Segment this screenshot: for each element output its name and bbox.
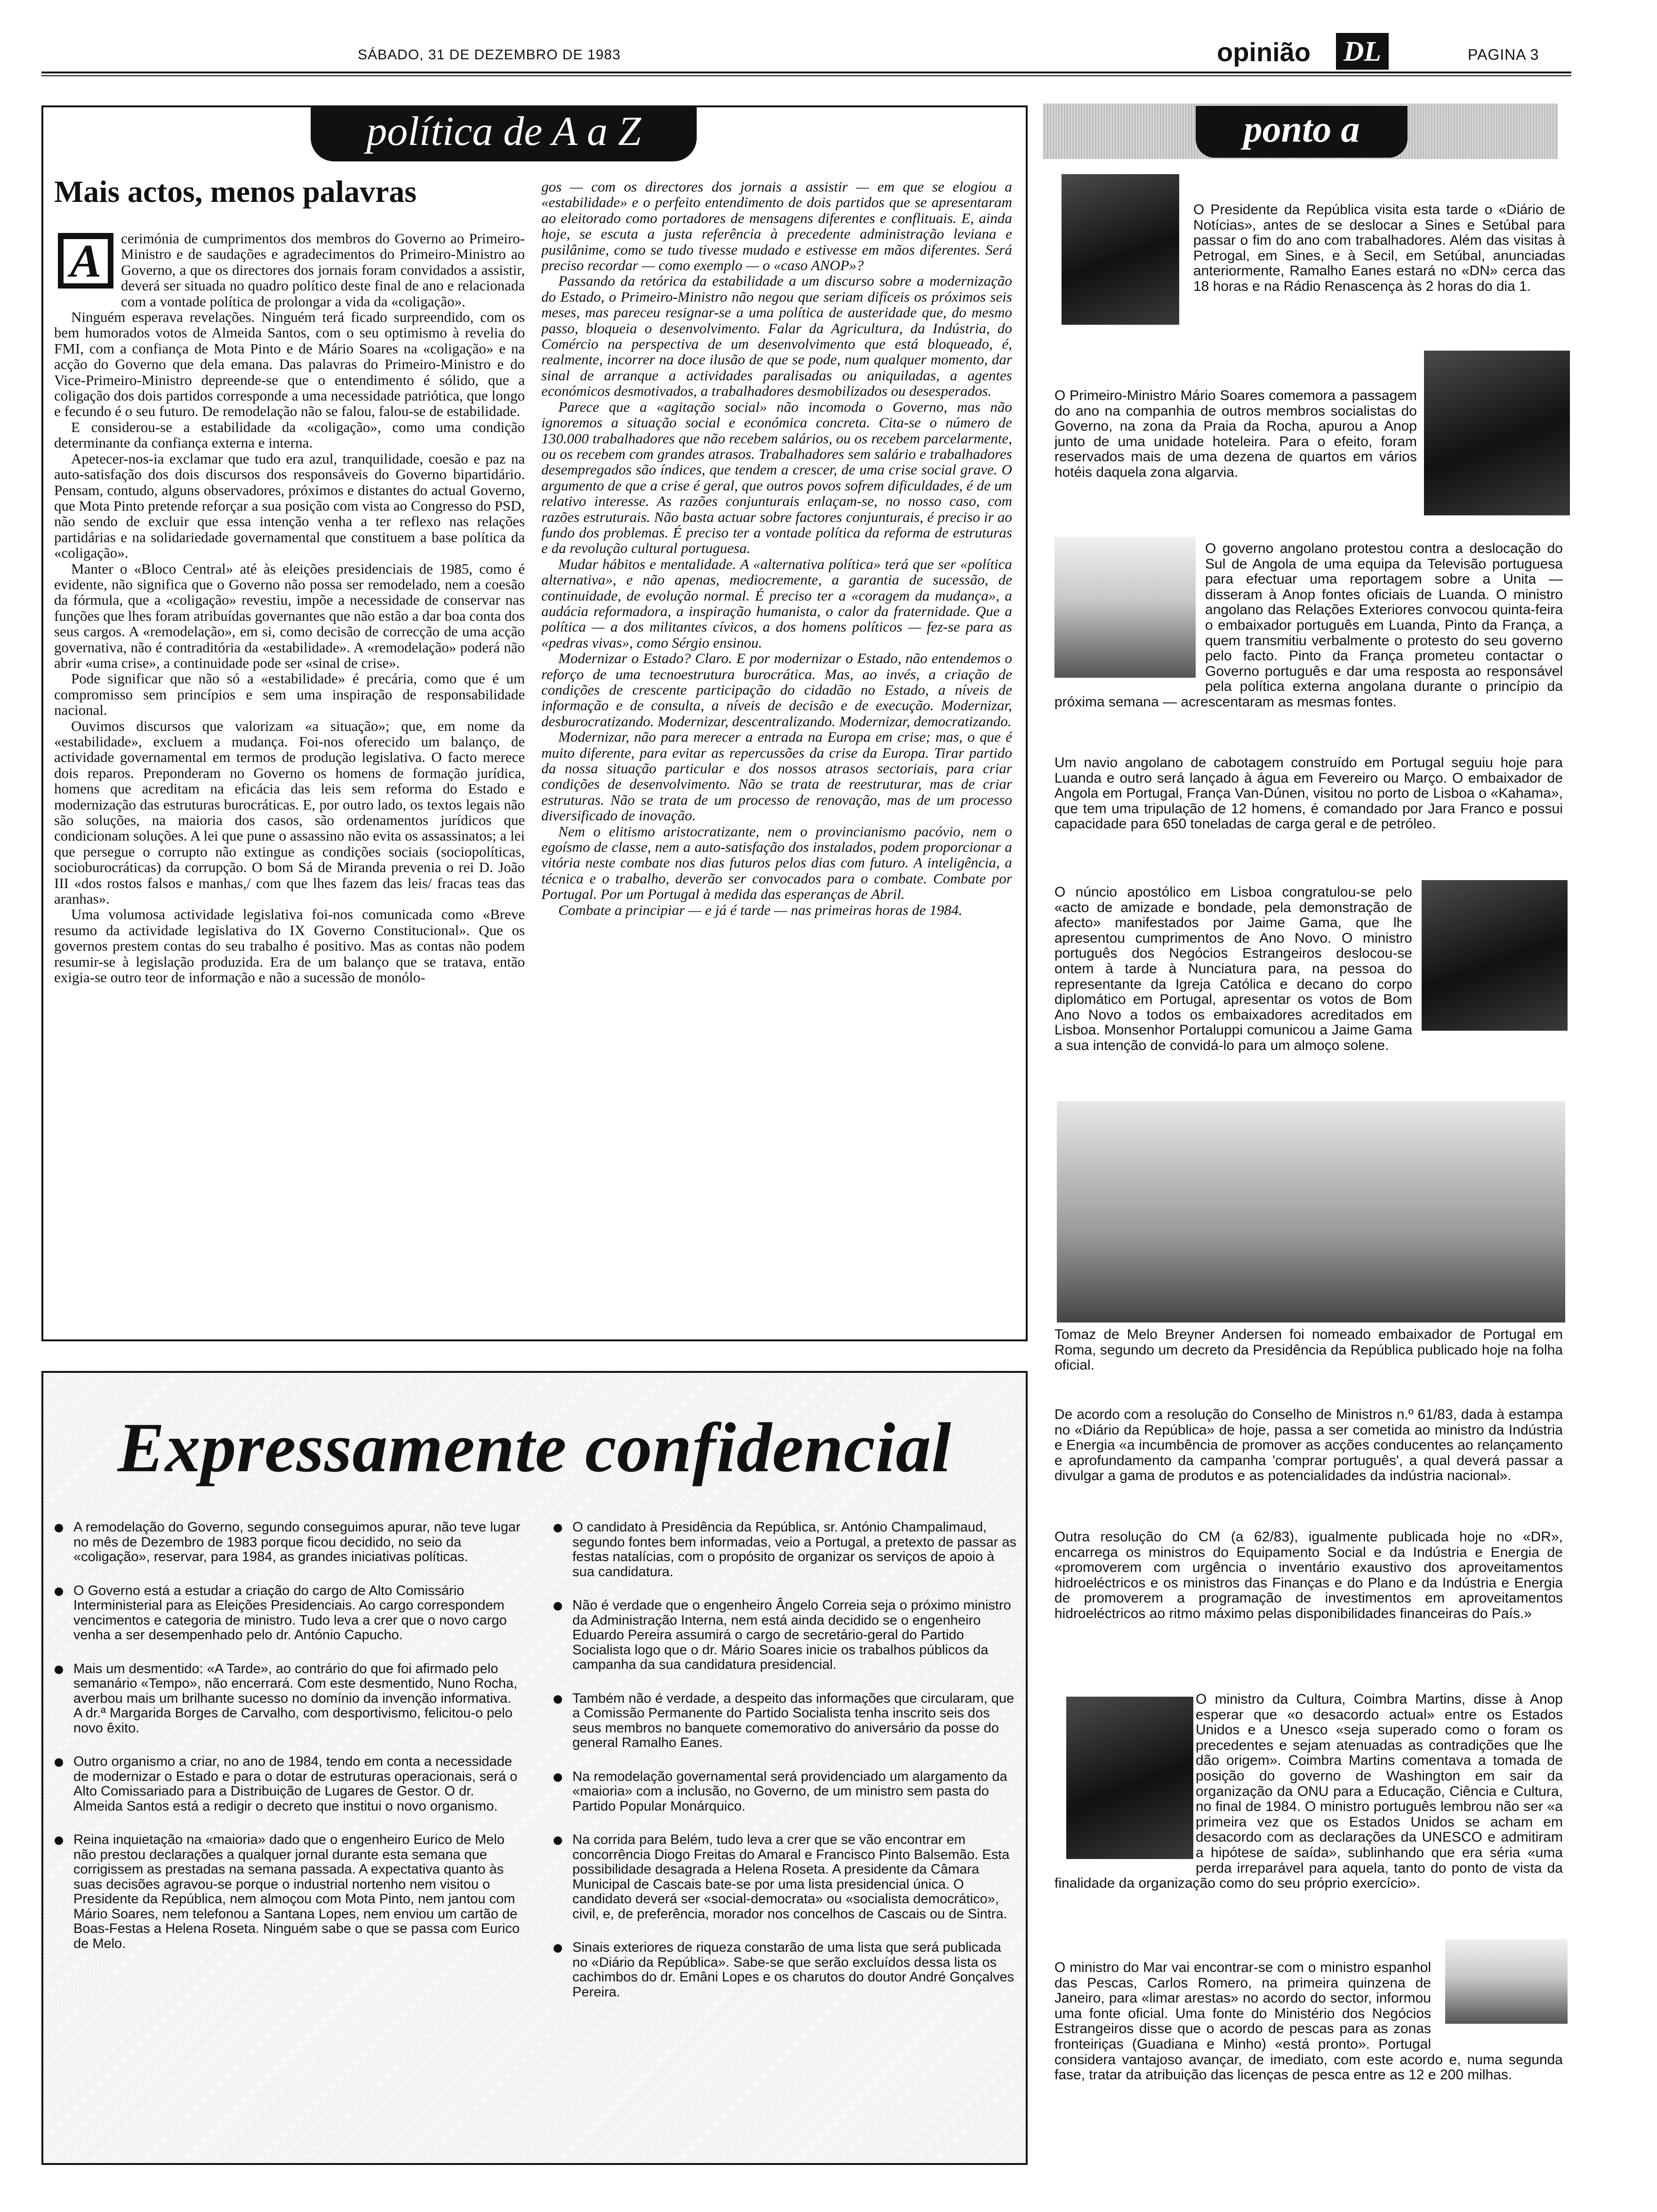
list-item: A remodelação do Governo, segundo conseguimos apurar, não teve lugar no mês de Dezembro de 1983 porque ficou decidido, no seio da «coligação», reservar, para 1984, as grandes iniciativas políticas. — [52, 1520, 523, 1565]
paragraph: Ouvimos discursos que valorizam «a situação»; que, em nome da «estabilidade», excluem a mudança. Foi-nos oferecido um balanço, de actividade governamental em termos de produção legislativa. O facto merece dois reparos. Preponderam no Governo os homens de formação jurídica, homens que acreditam na eficácia das leis sem reforma do Estado e modernização das estruturas burocráticas. E, por outro lado, os textos legais não são soluções, na maioria dos casos, são ordenamentos jurídicos que condicionam soluções. A lei que pune o assassino não evita os assassinatos; a lei que persegue o corrupto não extingue as condições sociais (sociopolíticas, socioburocráticas) da corrupção. O bom Sá de Miranda prevenia o rei D. João III «dos rostos falsos e manhas,/ com que lhes fazem das leis/ fracas teas das aranhas». — [54, 717, 525, 907]
paragraph: Passando da retórica da estabilidade a um discurso sobre a modernização do Estado, o Primeiro-Ministro não negou que seriam difíceis os próximos seis meses, mas pareceu resignar-se a uma política de austeridade que, do mesmo passo, bloqueia o desenvolvimento. Falar da Agricultura, da Indústria, do Comércio na perspectiva de um desenvolvimento que está bloqueado, é, realmente, incorrer na doce ilusão de que se pode, num qualquer momento, dar sinal de arranque a actividades paralisadas ou aniquiladas, a agentes económicos desmotivados, a trabalhadores desmobilizados ou desesperados. — [541, 272, 1012, 400]
news-item: O ministro da Cultura, Coimbra Martins, disse à Anop esperar que «o desacordo actual» entre os Estados Unidos e a Unesco «seja superado como o foram os precedentes e sejam atenuadas as contradições que lhe dão origem». Coimbra Martins comentava a tomada de posição do governo de Washington em sair da organização da ONU para a Educação, Ciência e Cultura, no final de 1984. O ministro português lembrou não ser «a primeira vez que os Estados Unidos se acham em desacordo com as declarações da UNESCO e admitiram a hipótese de saída», sublinhando que era séria «uma perda irreparável para aquela, tanto do ponto de vista da finalidade da organização como do seu próprio exercício». — [1054, 1692, 1563, 1891]
paragraph: Mudar hábitos e mentalidade. A «alternativa política» terá que ser «política alternativa», e não apenas, mediocremente, a garantia de sucessão, de continuidade, de evolução normal. É preciso ter a «coragem da mudança», a audácia reformadora, a inspiração humanista, o calor da fraternidade. Que a política — a dos militantes cívicos, a dos homens políticos — fez-se para as «pedras vivas», como Sérgio ensinou. — [541, 555, 1012, 651]
paragraph: Modernizar, não para merecer a entrada na Europa em crise; mas, o que é muito diferente, para evitar as repercussões da crise da Europa. Tirar partido da nossa situação particular e dos nossos atrasos sectoriais, para criar condições de desenvolvimento. Não se trata de reestruturar, mas de criar estruturas. Não se trata de um processo de renovação, mas de um processo diversificado de inovação. — [541, 729, 1012, 824]
paragraph: Nem o elitismo aristocratizante, nem o provincianismo pacóvio, nem o egoísmo de classe, nem a auto-satisfação dos instalados, podem proporcionar a vitória neste combate nos dias futuros pelos dias com futuro. A inteligência, a técnica e o trabalho, deverão ser convocados para o combate. Combate por Portugal. Por um Portugal à medida das esperanças de Abril. — [541, 823, 1012, 903]
paragraph: Combate a principiar — e já é tarde — nas primeiras horas de 1984. — [558, 901, 963, 918]
news-item: O Presidente da República visita esta tarde o «Diário de Notícias», antes de se deslocar a Sines e Setúbal para passar o fim do ano com trabalhadores. Além das visitas à Petrogal, em Sines, e à Secil, em Setúbal, anunciadas anteriormente, Ramalho Eanes estará no «DN» cerca das 18 horas e na Rádio Renascença às 2 horas do dia 1. — [1193, 202, 1565, 294]
header-date: SÁBADO, 31 DE DEZEMBRO DE 1983 — [358, 47, 621, 63]
paragraph: Ninguém esperava revelações. Ninguém terá ficado surpreendido, com os bem humorados votos de Almeida Santos, com o seu optimismo à revelia do FMI, com a confiança de Mota Pinto e de Mário Soares na «coligação» e na acção do Governo que dela emana. Das palavras do Primeiro-Ministro e do Vice-Primeiro-Ministro depreende-se que o entendimento é sólido, que a coligação dos dois partidos corresponde a uma necessidade patriótica, que longo e fecundo é o seu futuro. De remodelação não se falou, falou-se de estabilidade. — [54, 309, 525, 420]
paragraph: Parece que a «agitação social» não incomoda o Governo, mas não ignoremos a situação social e económica concreta. Cita-se o número de 130.000 trabalhadores que não recebem salários, ou os recebem parcelarmente, ou os recebem com grandes atrasos. Trabalhadores sem salário e trabalhadores desempregados são índices, que tendem a crescer, de uma crise social grave. O argumento de que a crise é geral, que outros povos sofrem dificuldades, é de um relativo interesse. As razões conjunturais enlaçam-se, no nosso caso, com razões estruturais. Não basta actuar sobre factores conjunturais, é preciso ir ao fundo dos problemas. É preciso ter a vontade política da reforma de estruturas e da revolução cultural portuguesa. — [541, 398, 1012, 557]
paragraph: Apetecer-nos-ia exclamar que tudo era azul, tranquilidade, coesão e paz na auto-satisfação dos dois discursos dos responsáveis do Governo bipartidário. Pensam, contudo, alguns observadores, próximos e distantes do actual Governo, que Mota Pinto pretende reforçar a sua posição com vista ao Congresso do PSD, não sendo de excluir que essa intenção venha a ter reflexo nas relações partidárias e na solidariedade governamental que constituem a base política da «coligação». — [54, 450, 525, 561]
editorial-title: Mais actos, menos palavras — [54, 175, 417, 209]
bullet-icon — [554, 1944, 562, 1953]
paragraph: Modernizar o Estado? Claro. E por modernizar o Estado, não entendemos o reforço de uma tecnoestrutura burocrática. Mas, ao invés, a criação de condições de crescente participação do cidadão no Estado, a níveis de informação e de consulta, a níveis de decisão e de execução. Modernizar, desburocratizando. Modernizar, descentralizando. Modernizar, democratizando. — [541, 650, 1012, 729]
bullet-icon — [55, 1587, 63, 1596]
paragraph: cerimónia de cumprimentos dos membros do Governo ao Primeiro-Ministro e de saudações e agradecimentos do Primeiro-Ministro ao Governo, a que os directores dos jornais foram convidados a assistir, deverá ser situada no quadro político deste final de ano e relacionada com a vontade política de prolongar a vida da «coligação». — [121, 231, 525, 310]
bullet-icon — [55, 1758, 63, 1767]
editorial-column-2 — [541, 179, 1012, 1337]
list-item: Na remodelação governamental será providenciado um alargamento da «maioria» com a inclusão, no Governo, de um ministro sem pasta do Partido Popular Monárquico. — [551, 1770, 1017, 1814]
news-item: Tomaz de Melo Breyner Andersen foi nomeado embaixador de Portugal em Roma, segundo um decreto da Presidência da República publicado hoje na folha oficial. — [1054, 1327, 1563, 1373]
list-item: Não é verdade que o engenheiro Ângelo Correia seja o próximo ministro da Administração Interna, nem está ainda decidido se o engenheiro Eduardo Pereira assumirá o cargo de secretário-geral do Partido Socialista logo que o dr. Mário Soares inicie os trabalhos públicos da campanha da sua candidatura presidencial. — [551, 1598, 1017, 1673]
header-rule-thin — [41, 75, 1571, 76]
portrait-photo — [1424, 351, 1570, 515]
rome-forum-photo — [1057, 1101, 1565, 1322]
confidencial-column-2 — [551, 1520, 1017, 2160]
drop-cap: A — [58, 233, 113, 289]
column-banner: política de A a Z — [311, 106, 697, 161]
bullet-icon — [55, 1524, 63, 1532]
bullet-icon — [554, 1695, 562, 1704]
editorial-column-1 — [54, 231, 525, 1351]
list-item: Mais um desmentido: «A Tarde», ao contrário do que foi afirmado pelo semanário «Tempo», não encerrará. Com este desmentido, Nuno Rocha, averbou mais um brilhante sucesso no domínio da invenção informativa. A dr.ª Margarida Borges de Carvalho, com desportivismo, felicitou-o pelo novo êxito. — [52, 1662, 523, 1736]
list-item: O Governo está a estudar a criação do cargo de Alto Comissário Interministerial para as Eleições Presidenciais. Ao cargo correspondem vencimentos e categoria de ministro. Tudo leva a crer que o novo cargo venha a ser desempenhado pelo dr. António Capucho. — [52, 1584, 523, 1643]
news-item: O Primeiro-Ministro Mário Soares comemora a passagem do ano na companhia de outros membros socialistas do Governo, na zona da Praia da Rocha, apurou a Anop junto de uma unidade hoteleira. Para o efeito, foram reservados mais de uma dezena de quartos em vários hotéis daquela zona algarvia. — [1054, 388, 1417, 480]
page-number: PAGINA 3 — [1468, 46, 1539, 63]
list-item: Reina inquietação na «maioria» dado que o engenheiro Eurico de Melo não prestou declarações a qualquer jornal durante esta semana que corrigissem as prestadas na semana passada. A expectativa quanto às suas decisões agravou-se porque o industrial nortenho nem visitou o Presidente da República, nem almoçou com Mota Pinto, nem jantou com Mário Soares, nem telefonou a Santana Lopes, nem enviou um cartão de Boas-Festas a Helena Roseta. Ninguém sabe o que se passa com Eurico de Melo. — [52, 1833, 523, 1951]
confidencial-title: Expressamente confidencial — [117, 1409, 952, 1487]
confidencial-column-1 — [52, 1520, 523, 2160]
paragraph: gos — com os directores dos jornais a assistir — em que se elogiou a «estabilidade» e o perfeito entendimento de dois partidos que se apresentaram ao eleitorado como portadores de mensagens diferentes e conflituais. E, ainda hoje, se escuta a justa referência à precedente administração leviana e pusilânime, como se tudo tivesse mudado e estivesse em mãos diferentes. Será preciso recordar — como exemplo — o «caso ANOP»? — [541, 179, 1012, 274]
news-item: O núncio apostólico em Lisboa congratulou-se pelo «acto de amizade e bondade, pela demonstração de afecto» manifestados por Jaime Gama, que lhe apresentou cumprimentos de Ano Novo. O ministro português dos Negócios Estrangeiros deslocou-se ontem à tarde à Nunciatura para, na pessoa do representante da Igreja Católica e decano do corpo diplomático em Portugal, apresentar os votos de Bom Ano Novo a todos os embaixadores acreditados em Lisboa. Monsenhor Portaluppi comunicou a Jaime Gama a sua intenção de convidá-lo para um almoço solene. — [1054, 885, 1412, 1053]
newspaper-logo: DL — [1336, 33, 1389, 70]
news-item: O ministro do Mar vai encontrar-se com o ministro espanhol das Pescas, Carlos Romero, na primeira quinzena de Janeiro, para «limar arestas» no acordo do sector, informou uma fonte oficial. Uma fonte do Ministério dos Negócios Estrangeiros disse que o acordo de pescas para as zonas fronteiriças (Guadiana e Minho) «está pronto». Portugal considera vantajoso avançar, de imediato, com este acordo e, numa segunda fase, tratar da atribuição das licenças de pesca entre as 12 e 200 milhas. — [1054, 1960, 1563, 2083]
list-item: Também não é verdade, a despeito das informações que circularam, que a Comissão Permanente do Partido Socialista tenha inscrito seis dos seus membros no banquete comemorativo do aniversário da posse do general Ramalho Eanes. — [551, 1691, 1017, 1751]
news-item: Outra resolução do CM (a 62/83), igualmente publicada hoje no «DR», encarrega os ministros do Equipamento Social e da Indústria e Energia de «promoverem com urgência o inventário exaustivo dos aproveitamentos hidroeléctricos e os ministros das Finanças e do Plano e da Indústria e Energia de promoverem a programação de investimentos em aproveitamentos hidroeléctricos ao ritmo máximo pelas disponibilidades financeiras do País.» — [1054, 1530, 1563, 1621]
header-rule — [41, 72, 1571, 73]
bullet-icon — [55, 1836, 63, 1845]
paragraph: Uma volumosa actividade legislativa foi-nos comunicada como «Breve resumo da actividade legislativa do IX Governo Constitucional». Que os governos prestem contas do seu trabalho é positivo. Mas as contas não podem resumir-se à legislação produzida. Era de um balanço que se tratava, então exigia-se outro teor de informação e não a sucessão de monólo- — [54, 906, 525, 986]
news-item: O governo angolano protestou contra a deslocação do Sul de Angola de uma equipa da Televisão portuguesa para efectuar uma reportagem sobre a Unita — disseram à Anop fontes oficiais de Luanda. O ministro angolano das Relações Exteriores convocou quinta-feira o embaixador português em Luanda, Pinto da França, a quem transmitiu verbalmente o protesto do seu governo pelo facto. Pinto da França prometeu contactar o Governo português e dar uma resposta ao responsável pela política externa angolana durante o princípio da próxima semana — acrescentaram as mesmas fontes. — [1054, 541, 1563, 710]
list-item: Outro organismo a criar, no ano de 1984, tendo em conta a necessidade de modernizar o Estado e para o dotar de estruturas operacionais, será o Alto Comissariado para a Distribuição de Lugares de Gestor. O dr. Almeida Santos está a redigir o decreto que institui o novo organismo. — [52, 1755, 523, 1814]
sidebar-banner: ponto a ponto — [1196, 106, 1408, 158]
bullet-icon — [554, 1524, 562, 1532]
bullet-icon — [55, 1666, 63, 1674]
section-name: opinião — [1217, 37, 1311, 67]
bullet-icon — [554, 1602, 562, 1611]
paragraph: Manter o «Bloco Central» até às eleições presidenciais de 1985, como é evidente, não significa que o Governo não possa ser remodelado, nem a coesão da fórmula, que a «coligação» revestiu, impõe a necessidade de conservar nas funções que lhes foram atribuídas governantes que não estão a dar boa conta dos seus cargos. A «remodelação», em si, como decisão de correcção de uma acção governativa, não é contraditória da «estabilidade». A «remodelação» poderá não abrir «uma crise», a continuidade pode ser «sinal de crise». — [54, 560, 525, 671]
paragraph: Pode significar que não só a «estabilidade» é precária, como que é um compromisso sem princípios e sem uma inspiração de responsabilidade nacional. — [54, 670, 525, 719]
list-item: Na corrida para Belém, tudo leva a crer que se vão encontrar em concorrência Diogo Freitas do Amaral e Francisco Pinto Balsemão. Esta possibilidade desagrada a Helena Roseta. A presidente da Câmara Municipal de Cascais bate-se por uma lista presidencial única. O candidato deverá ser «social-democrata» ou «socialista democrático», civil, e, de preferência, morador nos concelhos de Cascais ou de Sintra. — [551, 1833, 1017, 1922]
portrait-photo — [1062, 174, 1179, 325]
paragraph: E considerou-se a estabilidade da «coligação», como uma condição determinante da confiança externa e interna. — [54, 418, 525, 451]
news-item: Um navio angolano de cabotagem construído em Portugal seguiu hoje para Luanda e outro será lançado à água em Fevereiro ou Março. O embaixador de Angola em Portugal, França Van-Dúnen, visitou no porto de Lisboa o «Kahama», que tem uma tripulação de 12 homens, é comandado por Jara Franco e possui capacidade para 650 toneladas de carga geral e de petróleo. — [1054, 755, 1563, 832]
news-item: De acordo com a resolução do Conselho de Ministros n.º 61/83, dada à estampa no «Diário da República» de hoje, passa a ser cometida ao ministro da Indústria e Energia «a incumbência de promover as acções conducentes ao relançamento e aprofundamento da campanha 'comprar português', a qual deverá passar a divulgar a gama de produtos e as potencialidades da indústria nacional». — [1054, 1407, 1563, 1484]
list-item: O candidato à Presidência da República, sr. António Champalimaud, segundo fontes bem informadas, veio a Portugal, a pretexto de passar as festas natalícias, com o propósito de organizar os serviços de apoio à sua candidatura. — [551, 1520, 1017, 1579]
bullet-icon — [554, 1836, 562, 1845]
list-item: Sinais exteriores de riqueza constarão de uma lista que será publicada no «Diário da República». Sabe-se que serão excluídos dessa lista os cachimbos do dr. Emâni Lopes e os charutos do doutor André Gonçalves Pereira. — [551, 1940, 1017, 2000]
bullet-icon — [554, 1773, 562, 1782]
